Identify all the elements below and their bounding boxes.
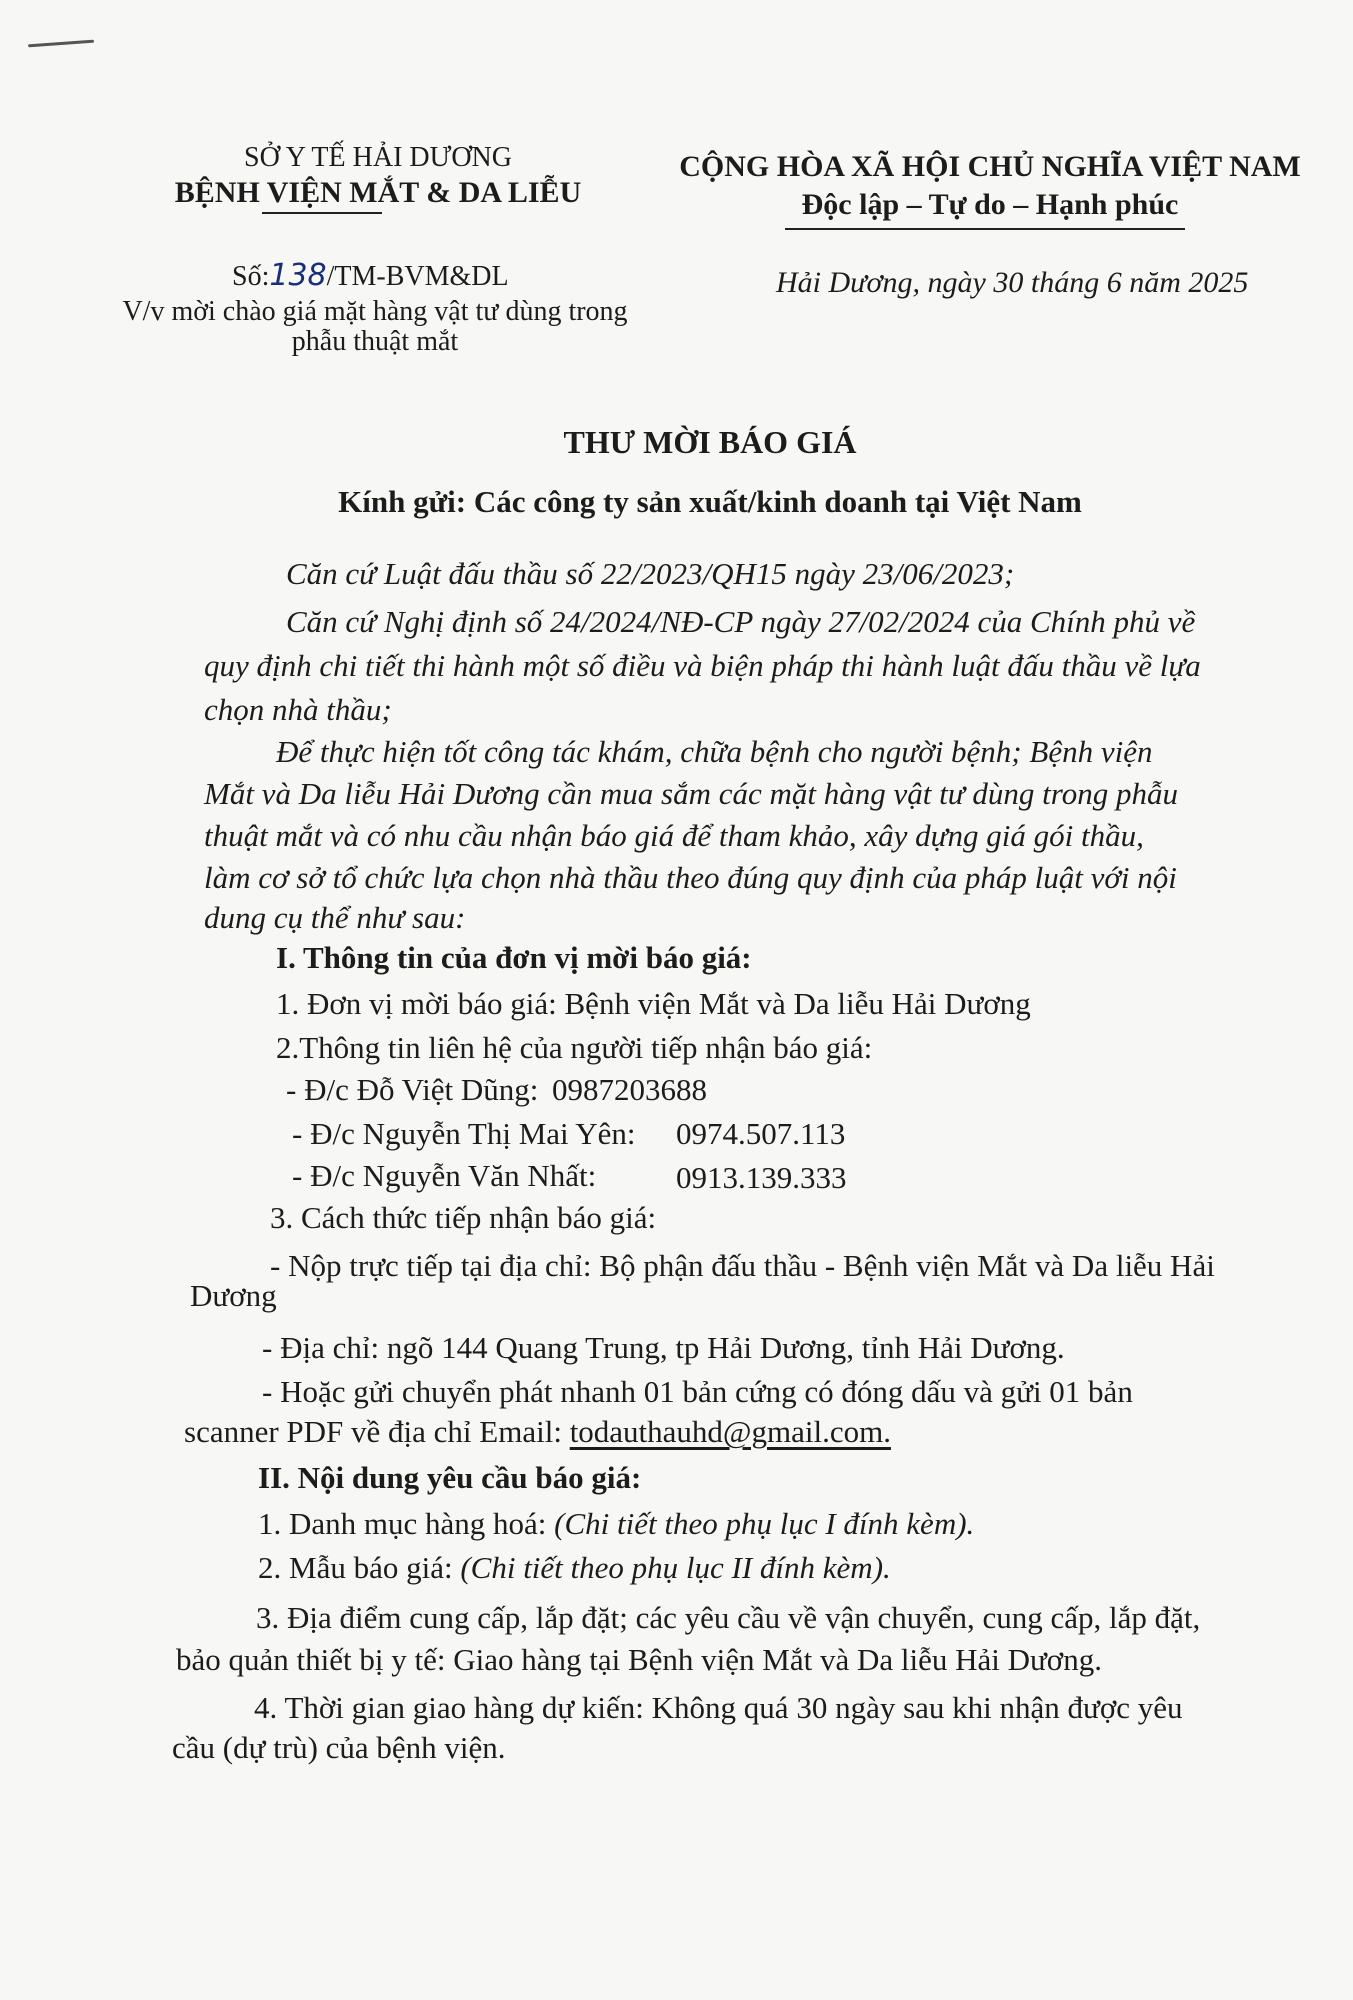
- section-2-item-1-note: (Chi tiết theo phụ lục I đính kèm).: [554, 1506, 975, 1541]
- date-line: Hải Dương, ngày 30 tháng 6 năm 2025: [776, 266, 1249, 299]
- document-title: THƯ MỜI BÁO GIÁ: [563, 424, 857, 460]
- recipient-line: Kính gửi: Các công ty sản xuất/kinh doanh tại Việt Nam: [338, 484, 1082, 519]
- section-1-item-1: 1. Đơn vị mời báo giá: Bệnh viện Mắt và Da liễu Hải Dương: [276, 986, 1031, 1021]
- section-1-heading: I. Thông tin của đơn vị mời báo giá:: [276, 940, 752, 975]
- section-2-item-2-prefix: 2. Mẫu báo giá:: [258, 1550, 461, 1585]
- legal-basis-line-1: Căn cứ Luật đấu thầu số 22/2023/QH15 ngày 23/06/2023;: [286, 556, 1015, 591]
- national-motto: Độc lập – Tự do – Hạnh phúc: [801, 188, 1179, 221]
- pen-mark: [28, 40, 94, 48]
- section-2-item-2-note: (Chi tiết theo phụ lục II đính kèm).: [460, 1550, 891, 1585]
- national-title: CỘNG HÒA XÃ HỘI CHỦ NGHĨA VIỆT NAM: [679, 150, 1301, 183]
- legal-basis-line-3: quy định chi tiết thi hành một số điều và biện pháp thi hành luật đấu thầu về lựa: [204, 648, 1201, 683]
- contact-1-name: - Đ/c Đỗ Việt Dũng:: [286, 1072, 539, 1107]
- legal-basis-line-4: chọn nhà thầu;: [204, 692, 392, 727]
- hospital-name-underline: [262, 212, 382, 214]
- document-number: [232, 258, 509, 293]
- section-2-item-3-line-1: 3. Địa điểm cung cấp, lắp đặt; các yêu cầu về vận chuyển, cung cấp, lắp đặt,: [256, 1600, 1201, 1635]
- section-2-item-4-line-1: 4. Thời gian giao hàng dự kiến: Không quá 30 ngày sau khi nhận được yêu: [254, 1690, 1183, 1725]
- email-link[interactable]: todauthauhd@gmail.com.: [569, 1414, 891, 1449]
- purpose-line-5: dung cụ thể như sau:: [204, 900, 466, 935]
- section-2-item-4-line-2: cầu (dự trù) của bệnh viện.: [172, 1730, 506, 1765]
- section-2-heading: II. Nội dung yêu cầu báo giá:: [258, 1460, 642, 1495]
- section-2-item-1-prefix: 1. Danh mục hàng hoá:: [258, 1506, 555, 1541]
- purpose-line-1: Để thực hiện tốt công tác khám, chữa bệnh cho người bệnh; Bệnh viện: [276, 734, 1153, 769]
- legal-basis-line-2: Căn cứ Nghị định số 24/2024/NĐ-CP ngày 27/02/2024 của Chính phủ về: [286, 604, 1196, 639]
- motto-underline: [785, 228, 1185, 230]
- address-line: - Địa chỉ: ngõ 144 Quang Trung, tp Hải Dương, tỉnh Hải Dương.: [262, 1330, 1065, 1365]
- express-line-2-prefix: scanner PDF về địa chỉ Email:: [184, 1414, 570, 1449]
- purpose-line-2: Mắt và Da liễu Hải Dương cần mua sắm các mặt hàng vật tư dùng trong phẫu: [204, 776, 1178, 811]
- contact-3-phone: 0913.139.333: [676, 1160, 847, 1195]
- purpose-line-4: làm cơ sở tổ chức lựa chọn nhà thầu theo đúng quy định của pháp luật với nội: [204, 860, 1177, 895]
- submit-line-2: Dương: [190, 1278, 277, 1313]
- document-number-prefix: Số:: [232, 261, 270, 292]
- hospital-name: BỆNH VIỆN MẮT & DA LIỄU: [174, 176, 582, 209]
- contact-1-phone: 0987203688: [552, 1072, 707, 1107]
- purpose-line-3: thuật mắt và có nhu cầu nhận báo giá để tham khảo, xây dựng giá gói thầu,: [204, 818, 1144, 853]
- department-name: SỞ Y TẾ HẢI DƯƠNG: [243, 142, 513, 173]
- document-number-suffix: /TM-BVM&DL: [326, 261, 509, 292]
- express-line-1: - Hoặc gửi chuyển phát nhanh 01 bản cứng có đóng dấu và gửi 01 bản: [262, 1374, 1133, 1409]
- subject-line-2: phẫu thuật mắt: [291, 326, 459, 357]
- express-line-2: [184, 1414, 891, 1450]
- subject-line-1: V/v mời chào giá mặt hàng vật tư dùng trong: [122, 296, 628, 327]
- section-1-item-3: 3. Cách thức tiếp nhận báo giá:: [270, 1200, 657, 1235]
- contact-3-name: - Đ/c Nguyễn Văn Nhất:: [292, 1158, 597, 1193]
- contact-2-name: - Đ/c Nguyễn Thị Mai Yên:: [292, 1116, 636, 1151]
- section-1-item-2: 2.Thông tin liên hệ của người tiếp nhận báo giá:: [276, 1030, 873, 1065]
- contact-2-phone: 0974.507.113: [676, 1116, 846, 1151]
- document-number-handwritten: 138: [269, 258, 327, 293]
- submit-line-1: - Nộp trực tiếp tại địa chỉ: Bộ phận đấu thầu - Bệnh viện Mắt và Da liễu Hải: [270, 1248, 1215, 1283]
- section-2-item-1: [258, 1506, 974, 1542]
- section-2-item-2: [258, 1550, 891, 1586]
- section-2-item-3-line-2: bảo quản thiết bị y tế: Giao hàng tại Bệnh viện Mắt và Da liễu Hải Dương.: [176, 1642, 1102, 1677]
